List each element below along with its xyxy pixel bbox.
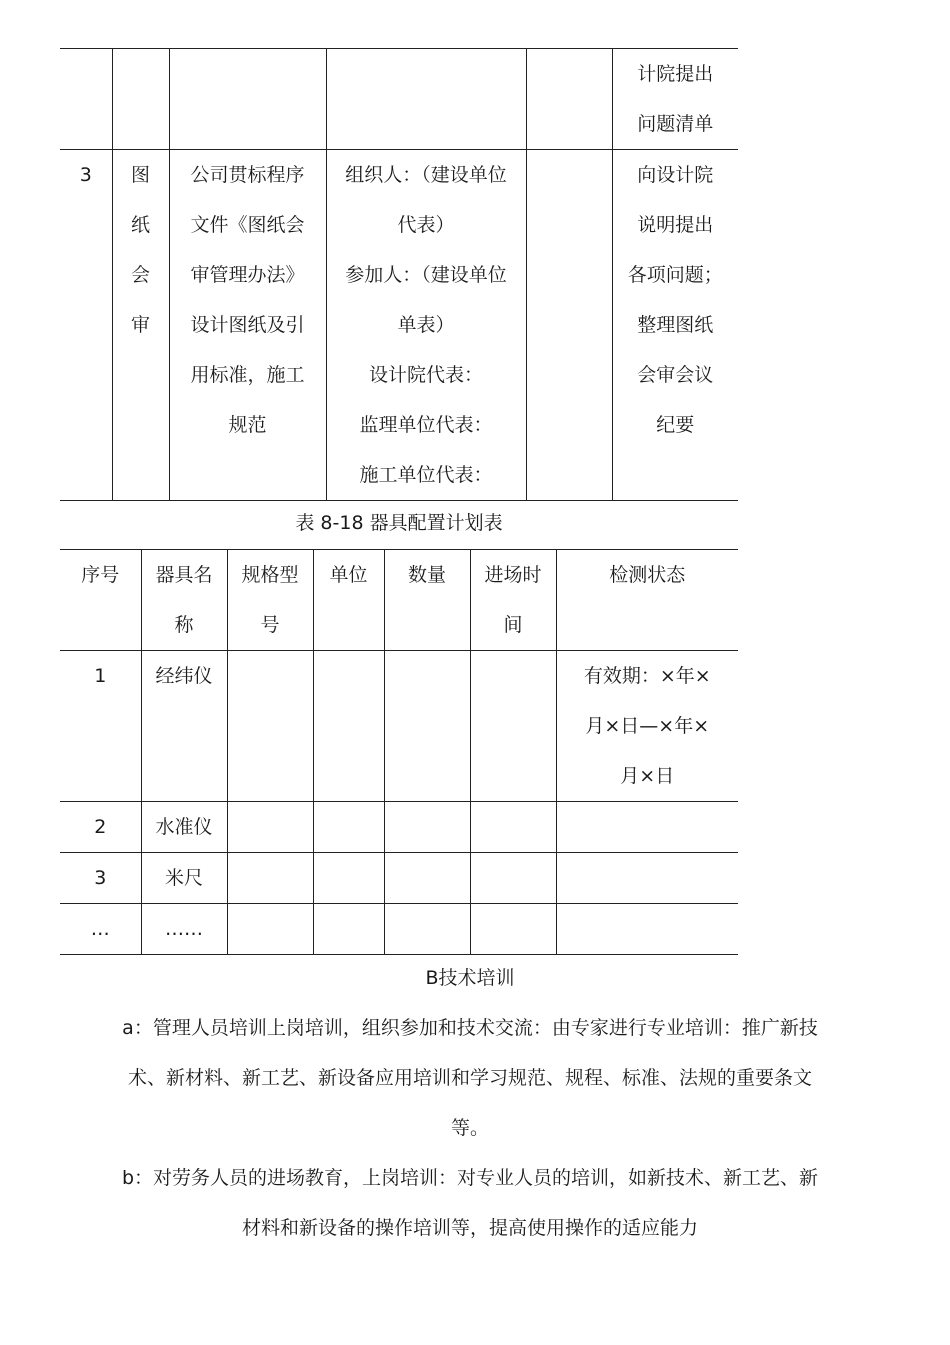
cell-no: [60, 651, 141, 802]
header-name: [141, 550, 227, 651]
cell-line: 3: [94, 867, 107, 889]
cell-spec: [227, 651, 313, 802]
cell-content: [612, 150, 738, 501]
cell-name: [141, 802, 227, 853]
cell-content: [612, 49, 738, 150]
cell-empty: [526, 150, 612, 501]
cell-line: 经纬仪: [155, 665, 213, 687]
cell-entry-time: [470, 651, 556, 802]
cell-line: 有效期：×年×: [583, 665, 711, 687]
cell-unit: [313, 904, 384, 955]
cell-empty: [526, 49, 612, 150]
header-spec: [227, 550, 313, 651]
cell-line: 组织人：（建设单位: [345, 164, 507, 186]
cell-line: 整理图纸: [637, 314, 714, 336]
cell-line: 米尺: [164, 867, 203, 889]
cell-line: 纸: [130, 214, 150, 236]
cell-line: 说明提出: [637, 214, 714, 236]
cell-line: 图: [130, 164, 150, 186]
cell-line: 3: [79, 164, 92, 186]
cell-line: 问题清单: [637, 113, 714, 135]
table-row: [60, 150, 738, 501]
cell-line: 月×日—×年×: [585, 715, 710, 737]
cell-name: [141, 853, 227, 904]
cell-line: 2: [94, 816, 107, 838]
cell-participants: [326, 150, 526, 501]
cell-line: 水准仪: [155, 816, 213, 838]
cell-qty: [384, 651, 470, 802]
cell-qty: [384, 904, 470, 955]
table-row: [60, 49, 738, 150]
cell-name: [141, 904, 227, 955]
cell-unit: [313, 651, 384, 802]
cell-name: [141, 651, 227, 802]
cell-status: [556, 853, 738, 904]
header-line: 单位: [329, 564, 368, 586]
header-unit: [313, 550, 384, 651]
header-line: 间: [503, 614, 523, 636]
paragraph-b: [60, 1153, 880, 1253]
cell-entry-time: [470, 802, 556, 853]
cell-line: 月×日: [620, 765, 675, 787]
header-no: [60, 550, 141, 651]
cell-line: 会审会议: [637, 364, 714, 386]
cell-spec: [227, 802, 313, 853]
cell-no: [60, 150, 112, 501]
cell-line: 1: [94, 665, 107, 687]
header-line: 称: [174, 614, 194, 636]
cell-line: 代表）: [397, 214, 455, 236]
cell-spec: [227, 853, 313, 904]
cell-status: [556, 651, 738, 802]
cell-line: 监理单位代表：: [359, 414, 493, 436]
paragraph-line: 术、新材料、新工艺、新设备应用培训和学习规范、规程、标准、法规的重要条文: [127, 1067, 812, 1089]
paragraph-line: 材料和新设备的操作培训等，提高使用操作的适应能力: [241, 1217, 698, 1239]
header-line: 数量: [407, 564, 446, 586]
cell-entry-time: [470, 853, 556, 904]
cell-basis: [169, 49, 326, 150]
cell-line: 用标准，施工: [190, 364, 305, 386]
section-heading: [60, 953, 880, 1003]
paragraph-line: 等。: [450, 1117, 489, 1139]
equipment-table: [60, 549, 738, 955]
table-header-row: [60, 550, 738, 651]
cell-no: [60, 853, 141, 904]
cell-line: 规范: [228, 414, 267, 436]
cell-line: 设计院代表：: [368, 364, 483, 386]
cell-qty: [384, 802, 470, 853]
header-line: 序号: [81, 564, 120, 586]
paragraph-line: a：管理人员培训上岗培训，组织参加和技术交流：由专家进行专业培训：推广新技: [122, 1017, 818, 1039]
cell-basis: [169, 150, 326, 501]
cell-line: 会: [130, 264, 150, 286]
header-line: 进场时: [484, 564, 542, 586]
cell-no: [60, 904, 141, 955]
cell-item: [112, 49, 169, 150]
cell-qty: [384, 853, 470, 904]
cell-line: 审: [130, 314, 150, 336]
cell-line: 向设计院: [637, 164, 714, 186]
cell-no: [60, 49, 112, 150]
cell-no: [60, 802, 141, 853]
header-line: 规格型: [241, 564, 299, 586]
table-row: [60, 904, 738, 955]
header-line: 器具名: [155, 564, 213, 586]
header-entry-time: [470, 550, 556, 651]
cell-entry-time: [470, 904, 556, 955]
cell-line: 设计图纸及引: [190, 314, 305, 336]
paragraph-a: [60, 1003, 880, 1153]
cell-line: …: [90, 918, 110, 940]
cell-line: 参加人：（建设单位: [345, 264, 507, 286]
header-line: 检测状态: [609, 564, 686, 586]
cell-item: [112, 150, 169, 501]
cell-line: 审管理办法》: [190, 264, 305, 286]
cell-status: [556, 904, 738, 955]
header-status: [556, 550, 738, 651]
cell-spec: [227, 904, 313, 955]
cell-line: 公司贯标程序: [190, 164, 305, 186]
cell-unit: [313, 802, 384, 853]
table-row: [60, 853, 738, 904]
cell-line: 施工单位代表：: [359, 464, 493, 486]
cell-unit: [313, 853, 384, 904]
cell-line: ……: [165, 918, 203, 940]
header-line: 号: [260, 614, 280, 636]
heading-line: B技术培训: [425, 967, 515, 989]
review-table: [60, 48, 738, 501]
table-row: [60, 802, 738, 853]
cell-line: 文件《图纸会: [190, 214, 305, 236]
paragraph-line: b：对劳务人员的进场教育，上岗培训：对专业人员的培训，如新技术、新工艺、新: [121, 1167, 819, 1189]
table-row: [60, 651, 738, 802]
cell-line: 计院提出: [637, 63, 714, 85]
cell-line: 各项问题；: [627, 264, 723, 286]
header-qty: [384, 550, 470, 651]
cell-status: [556, 802, 738, 853]
cell-participants: [326, 49, 526, 150]
cell-line: 单表）: [397, 314, 455, 336]
cell-line: 纪要: [656, 414, 695, 436]
table-caption: 表 8-18 器具配置计划表: [295, 512, 503, 534]
